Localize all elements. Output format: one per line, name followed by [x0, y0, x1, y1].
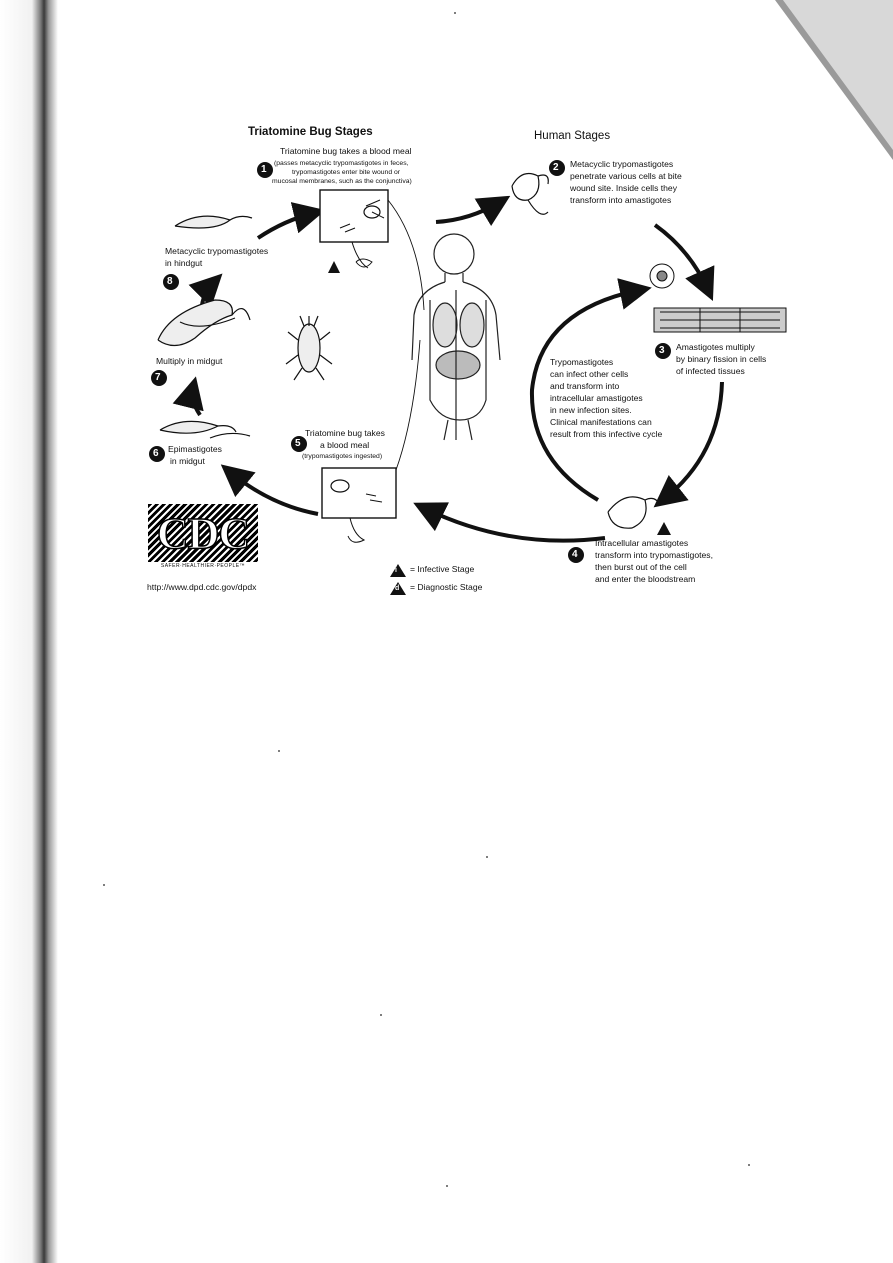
stage-2-line-4: transform into amastigotes — [570, 195, 672, 205]
stage-2-number: 2 — [553, 162, 559, 173]
stage-7-number: 7 — [155, 372, 161, 383]
arrow-3-to-4 — [663, 382, 722, 500]
stage-3-line-2: by binary fission in cells — [676, 354, 767, 364]
stage-7-parasites — [158, 300, 250, 346]
scan-speck — [486, 856, 488, 858]
stage-5-number: 5 — [295, 438, 301, 449]
stage-4-line-1: Intracellular amastigotes — [595, 538, 689, 548]
scan-speck — [446, 1185, 448, 1187]
stage-1-title: Triatomine bug takes a blood meal — [280, 146, 412, 156]
stage-4-line-4: and enter the bloodstream — [595, 574, 696, 584]
stage-7-line-1: Multiply in midgut — [156, 356, 223, 366]
stage-2-line-3: wound site. Inside cells they — [570, 183, 678, 193]
stage-6-parasites — [160, 421, 250, 438]
stage-1-detail-2: trypomastigotes enter bite wound or — [292, 169, 401, 176]
stage-3-tissue — [650, 264, 786, 332]
center-note-6: Clinical manifestations can — [550, 417, 652, 427]
stage-3-line-1: Amastigotes multiply — [676, 342, 755, 352]
center-note-2: can infect other cells — [550, 369, 629, 379]
stage-6-line-1: Epimastigotes — [168, 444, 222, 454]
cdc-logo-tagline: SAFER·HEALTHIER·PEOPLE™ — [160, 563, 246, 569]
stage-5-blood-meal-inset — [322, 468, 396, 542]
stage-3-number: 3 — [659, 345, 665, 356]
legend-diagnostic: = Diagnostic Stage — [410, 582, 483, 592]
triatomine-bug-illustration — [286, 316, 332, 380]
scan-speck — [454, 12, 456, 14]
source-url: http://www.dpd.cdc.gov/dpdx — [147, 582, 257, 592]
stage-5-line-2: a blood meal — [320, 440, 370, 450]
connector-1 — [388, 200, 424, 310]
stage-8-parasites — [175, 216, 252, 228]
stage-1-number: 1 — [261, 164, 267, 175]
stage-1-detail-1: (passes metacyclic trypomastigotes in feces, — [274, 160, 409, 167]
human-figure — [412, 234, 500, 440]
center-note-3: and transform into — [550, 381, 620, 391]
legend-infective: = Infective Stage — [410, 564, 475, 574]
arrow-8-to-1 — [258, 213, 314, 238]
arrow-4-to-5 — [424, 508, 605, 541]
arrow-1-to-2 — [436, 202, 500, 222]
scan-speck — [103, 884, 105, 886]
stage-4-parasite — [608, 497, 660, 528]
stage-8-line-2: in hindgut — [165, 258, 203, 268]
cdc-logo-text: CDC — [156, 509, 250, 558]
scan-speck — [380, 1014, 382, 1016]
stage-2-line-2: penetrate various cells at bite — [570, 171, 682, 181]
stage-1-detail-3: mucosal membranes, such as the conjunctiva) — [272, 178, 412, 185]
legend-diagnostic-symbol: d — [395, 585, 400, 592]
center-note-4: intracellular amastigotes — [550, 393, 643, 403]
stage-8-number: 8 — [167, 276, 173, 287]
stage-5-detail: (trypomastigotes ingested) — [302, 453, 383, 460]
stage-1-bite-inset — [320, 190, 388, 268]
scan-speck — [748, 1164, 750, 1166]
stage-4-number: 4 — [572, 549, 578, 560]
stage-2-parasite — [512, 174, 548, 215]
stage-2-line-1: Metacyclic trypomastigotes — [570, 159, 674, 169]
human-stages-title: Human Stages — [534, 130, 611, 142]
stage-8-line-1: Metacyclic trypomastigotes — [165, 246, 269, 256]
stage-4-line-2: transform into trypomastigotes, — [595, 550, 713, 560]
center-note-7: result from this infective cycle — [550, 429, 663, 439]
triatomine-stages-title: Triatomine Bug Stages — [248, 126, 373, 138]
connector-5 — [396, 340, 420, 470]
cdc-logo — [148, 504, 258, 572]
legend-infective-symbol: i — [395, 567, 397, 574]
stage-4-line-3: then burst out of the cell — [595, 562, 687, 572]
stage-5-line-1: Triatomine bug takes — [305, 428, 385, 438]
scan-speck — [278, 750, 280, 752]
center-note-5: in new infection sites. — [550, 405, 632, 415]
stage-3-line-3: of infected tissues — [676, 366, 745, 376]
center-note-1: Trypomastigotes — [550, 357, 614, 367]
stage-6-line-2: in midgut — [170, 456, 205, 466]
stage-6-number: 6 — [153, 448, 159, 459]
arrow-6-to-7 — [192, 388, 200, 415]
